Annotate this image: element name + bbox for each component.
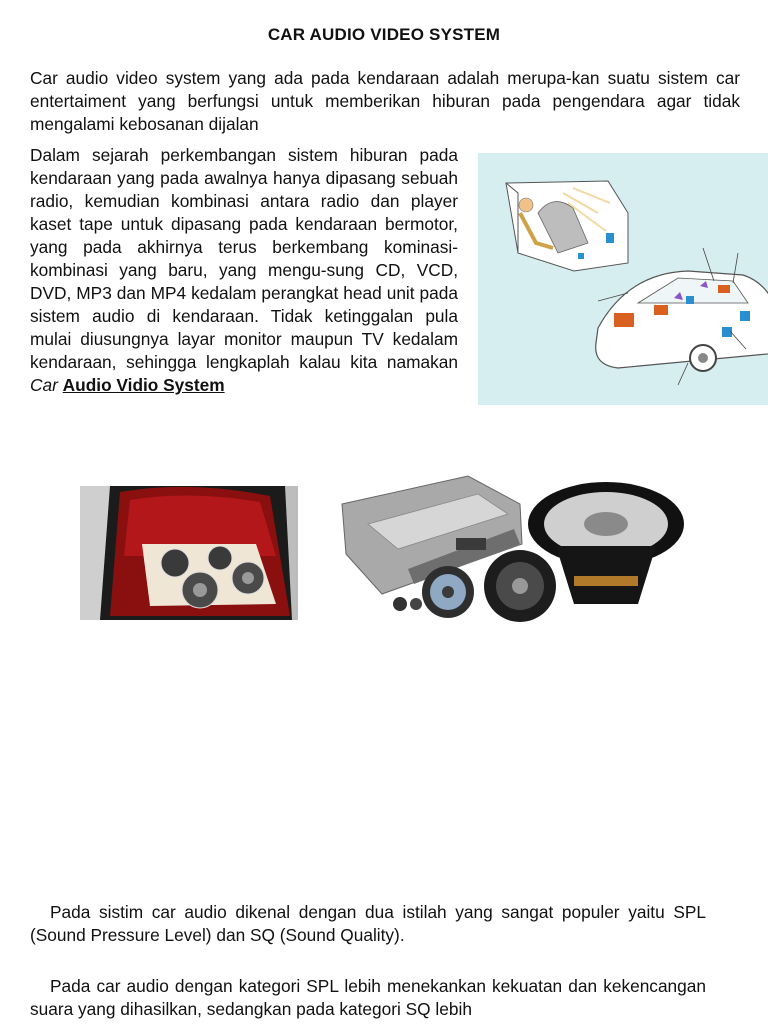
spl-sq-detail-paragraph: Pada car audio dengan kategori SPL lebih menekankan kekuatan dan kekencangan suara yang dihasilkan, sedangkan pada kategori SQ lebih [30, 976, 706, 1019]
italic-word: Car [30, 375, 58, 395]
history-paragraph [30, 144, 458, 397]
car-trunk-subwoofer-image [80, 486, 298, 620]
car-audio-diagram-image [478, 153, 768, 405]
spl-sq-intro-paragraph: Pada sistim car audio dikenal dengan dua istilah yang sangat populer yaitu SPL (Sound Pressure Level) dan SQ (Sound Quality). [30, 902, 706, 945]
document-title: CAR AUDIO VIDEO SYSTEM [267, 25, 501, 44]
intro-paragraph: Car audio video system yang ada pada kendaraan adalah merupa-kan suatu sistem car entertaiment yang berfungsi untuk memberikan hiburan pada pengendara agar tidak mengalami kebosanan dijalan [30, 68, 740, 134]
term-link[interactable]: Audio Vidio System [62, 375, 225, 395]
car-body-illustration [596, 248, 768, 385]
car-interior-illustration [506, 181, 628, 271]
amplifier-speakers-image [338, 474, 688, 624]
history-text: Dalam sejarah perkembangan sistem hiburan pada kendaraan yang pada awalnya hanya dipasang sebuah radio, kemudian kombinasi antara radio dan player kaset tape untuk dipasang pada kendaraan bermotor, yang pada akhirnya terus berkembang kominasi-kombinasi yang baru, yang mengu-sung CD, VCD, DVD, MP3 dan MP4 kedalam perangkat head unit pada sistem audio di kendaraan. Tidak ketinggalan pula mulai diusungnya layar monitor maupun TV kedalam kendaraan, sehingga lengkaplah kalau kita namakan [30, 145, 458, 372]
